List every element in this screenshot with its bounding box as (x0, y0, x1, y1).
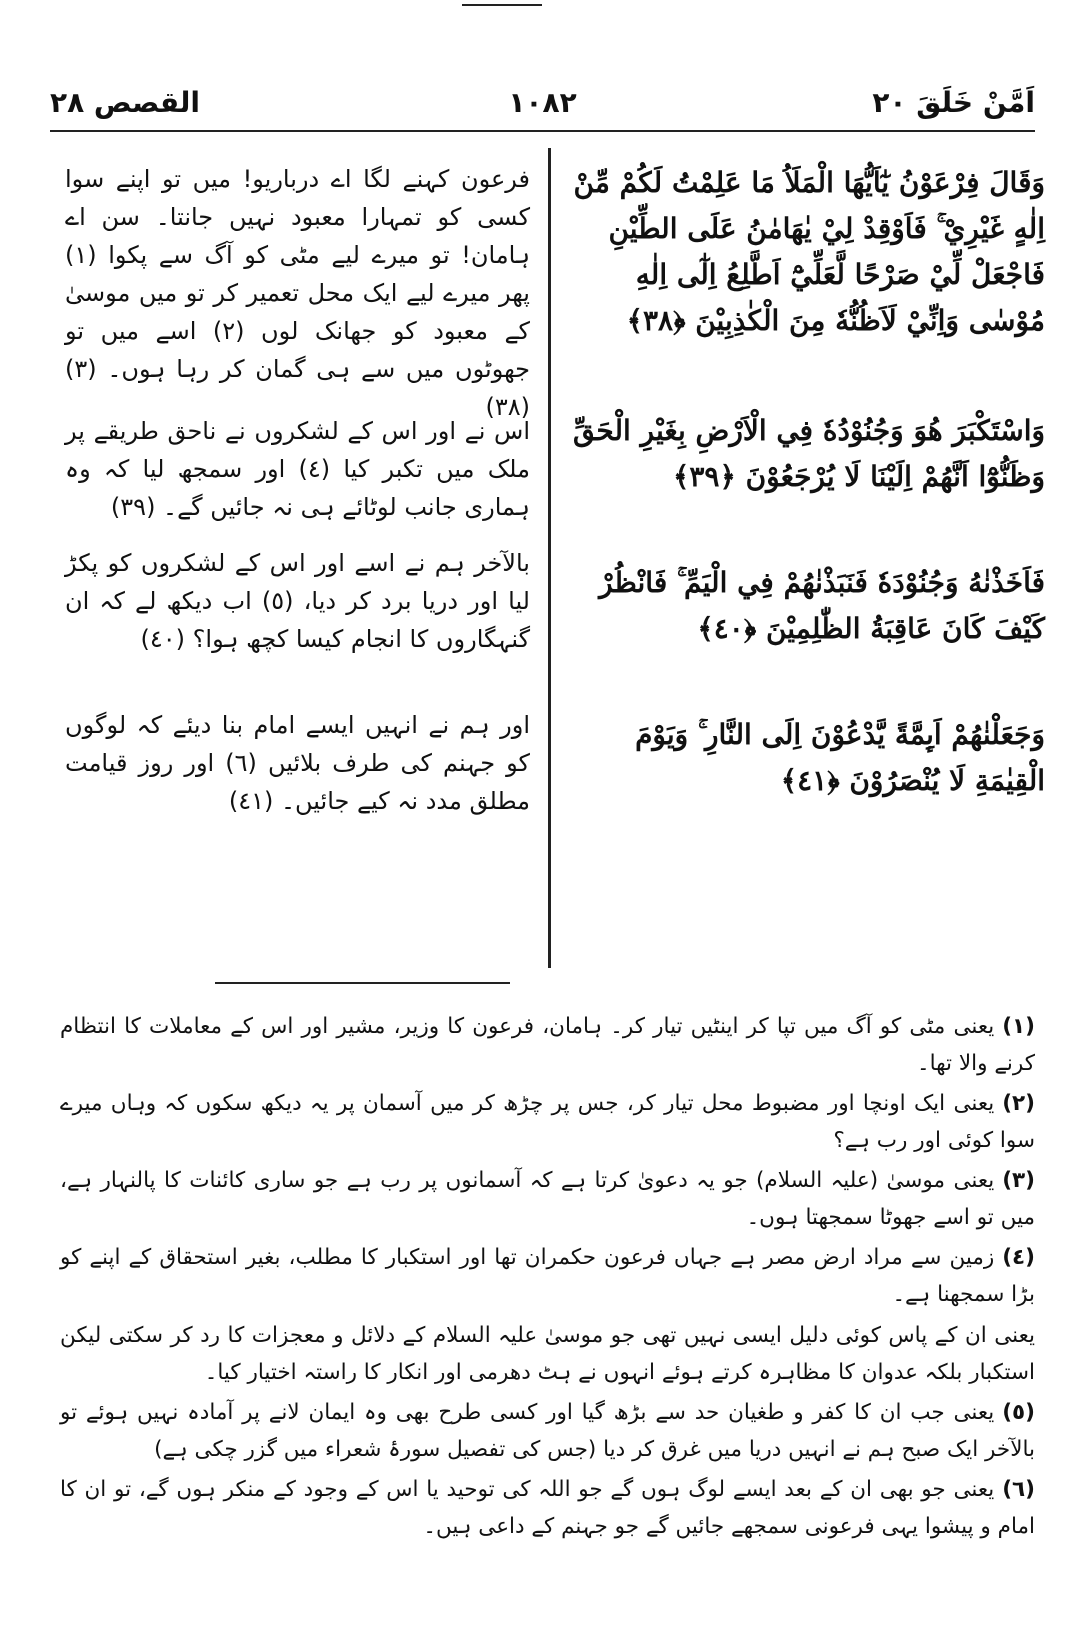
footnote-6: (٦)یعنی جو بھی ان کے بعد ایسے لوگ ہوں گے جو اللہ کی توحید یا اس کے وجود کے منکر ہوں گے، تو ان کا امام و پیشوا یہی فرعونی سمجھے جائیں گے جو جہنم کے داعی ہیں۔ (60, 1477, 1035, 1539)
top-rule (462, 4, 542, 6)
arabic-verse-40: فَاَخَذْنٰهُ وَجُنُوْدَهٗ فَنَبَذْنٰهُمْ فِي الْيَمِّ ۚ فَانْظُرْ كَيْفَ كَانَ عَاقِبَةُ الظّٰلِمِيْنَ ﴿٤٠﴾ (599, 566, 1045, 645)
urdu-translation-38: فرعون کہنے لگا اے درباریو! میں تو اپنے سوا کسی کو تمہارا معبود نہیں جانتا۔ سن اے ہامان! تو میرے لیے مٹی کو آگ سے پکوا (١) پھر میرے لیے ایک محل تعمیر کر تو میں موسیٰ کے معبود کو جھانک لوں (٢) اسے میں تو جھوٹوں میں سے ہی گمان کر رہا ہوں۔ (٣) (٣٨) (65, 165, 530, 421)
footnote-2: (٢)یعنی ایک اونچا اور مضبوط محل تیار کر، جس پر چڑھ کر میں آسمان پر یہ دیکھ سکوں کہ وہاں میرے سوا کوئی اور رب ہے؟ (60, 1091, 1035, 1153)
surah-title: القصص ٢٨ (50, 86, 200, 119)
footnote-4-continued: یعنی ان کے پاس کوئی دلیل ایسی نہیں تھی جو موسیٰ علیہ السلام کے دلائل و معجزات کا رد کر سکتی لیکن استکبار بلکہ عدوان کا مظاہرہ کرتے ہوئے انہوں نے ہٹ دھرمی اور انکار کا راستہ اختیار کیا۔ (60, 1323, 1035, 1385)
urdu-translation-39: اس نے اور اس کے لشکروں نے ناحق طریقے پر ملک میں تکبر کیا (٤) اور سمجھ لیا کہ وہ ہماری جانب لوٹائے ہی نہ جائیں گے۔ (٣٩) (65, 417, 530, 521)
page-number: ١٠٨٢ (508, 86, 577, 119)
urdu-translation-41: اور ہم نے انہیں ایسے امام بنا دیئے کہ لوگوں کو جہنم کی طرف بلائیں (٦) اور روز قیامت مطلق مدد نہ کیے جائیں۔ (٤١) (65, 711, 530, 815)
arabic-verse-39: وَاسْتَكْبَرَ هُوَ وَجُنُوْدُهٗ فِي الْاَرْضِ بِغَيْرِ الْحَقِّ وَظَنُّوْٓا اَنَّهُمْ اِلَيْنَا لَا يُرْجَعُوْنَ ﴿٣٩﴾ (573, 414, 1045, 493)
arabic-verse-41: وَجَعَلْنٰهُمْ اَىِٕمَّةً يَّدْعُوْنَ اِلَى النَّارِ ۚ وَيَوْمَ الْقِيٰمَةِ لَا يُنْصَرُوْنَ ﴿٤١﴾ (635, 718, 1045, 797)
footnote-3: (٣)یعنی موسیٰ (علیہ السلام) جو یہ دعویٰ کرتا ہے کہ آسمانوں پر رب ہے جو ساری کائنات کا پالنہار ہے، میں تو اسے جھوٹا سمجھتا ہوں۔ (60, 1168, 1035, 1230)
urdu-translation-40: بالآخر ہم نے اسے اور اس کے لشکروں کو پکڑ لیا اور دریا برد کر دیا، (٥) اب دیکھ لے کہ ان گنہگاروں کا انجام کیسا کچھ ہوا؟ (٤٠) (65, 549, 530, 653)
arabic-verse-38: وَقَالَ فِرْعَوْنُ يٰٓاَيُّهَا الْمَلَاُ مَا عَلِمْتُ لَكُمْ مِّنْ اِلٰهٍ غَيْرِيْ ۚ فَاَوْقِدْ لِيْ يٰهَامٰنُ عَلَى الطِّيْنِ فَاجْعَلْ لِّيْ صَرْحًا لَّعَلِّيْٓ اَطَّلِعُ اِلٰٓى اِلٰهِ مُوْسٰى وَاِنِّيْ لَاَظُنُّهٗ مِنَ الْكٰذِبِيْنَ ﴿٣٨﴾ (573, 166, 1045, 337)
footnote-rule (215, 982, 510, 984)
page-header (50, 68, 1035, 128)
juz-title: اَمَّنْ خَلَقَ ٢٠ (872, 86, 1035, 119)
footnotes (60, 1008, 1035, 1548)
footnote-5: (٥)یعنی جب ان کا کفر و طغیان حد سے بڑھ گیا اور کسی طرح بھی وہ ایمان لانے پر آمادہ نہیں ہوئے تو بالآخر ایک صبح ہم نے انہیں دریا میں غرق کر دیا (جس کی تفصیل سورۂ شعراء میں گزر چکی ہے) (60, 1400, 1035, 1462)
column-divider (548, 148, 551, 968)
header-rule (50, 130, 1035, 132)
footnote-1: (١)یعنی مٹی کو آگ میں تپا کر اینٹیں تیار کر۔ ہامان، فرعون کا وزیر، مشیر اور اس کے معاملات کا انتظام کرنے والا تھا۔ (60, 1014, 1035, 1076)
footnote-4: (٤)زمین سے مراد ارض مصر ہے جہاں فرعون حکمران تھا اور استکبار کا مطلب، بغیر استحقاق کے اپنے کو بڑا سمجھنا ہے۔ (60, 1245, 1035, 1307)
